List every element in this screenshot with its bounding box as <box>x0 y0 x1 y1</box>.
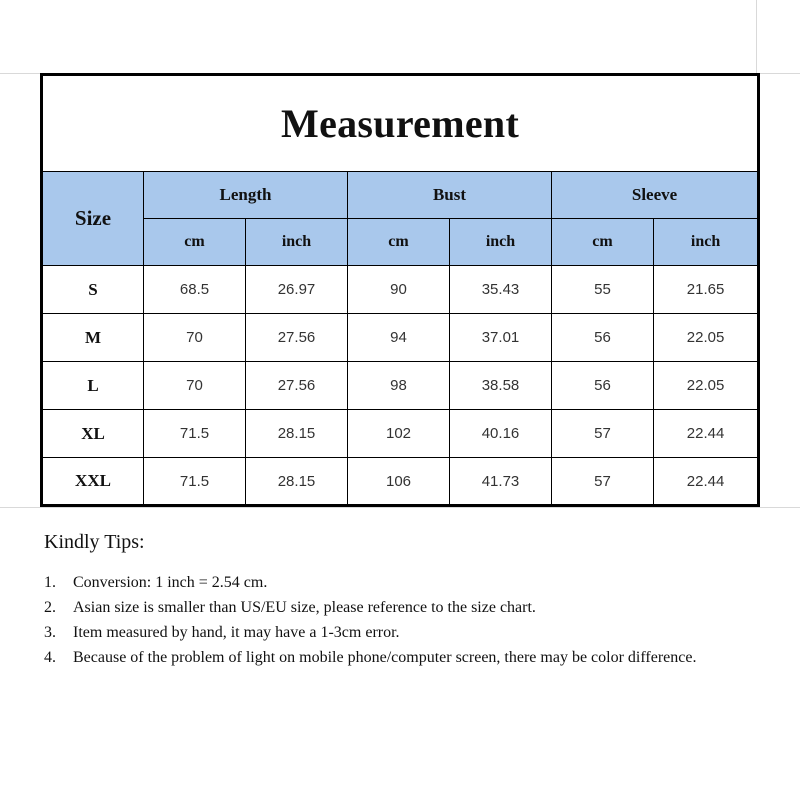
kindly-tips-section <box>44 531 764 670</box>
unit-header-row <box>42 219 759 266</box>
bust-inch-cell: 40.16 <box>450 410 552 458</box>
length-inch-cell: 28.15 <box>246 458 348 506</box>
length-inch-cell: 26.97 <box>246 266 348 314</box>
tip-text: Because of the problem of light on mobile phone/computer screen, there may be color difference. <box>73 649 697 666</box>
tip-text: Asian size is smaller than US/EU size, please reference to the size chart. <box>73 599 536 616</box>
sleeve-cm-cell: 57 <box>552 410 654 458</box>
length-cm-cell: 68.5 <box>144 266 246 314</box>
bust-cm-header: cm <box>348 219 450 266</box>
tip-number: 1. <box>44 574 56 591</box>
size-label: XXL <box>42 458 144 506</box>
size-chart-table <box>40 73 760 507</box>
sleeve-inch-cell: 21.65 <box>654 266 759 314</box>
length-cm-header: cm <box>144 219 246 266</box>
sleeve-cm-cell: 56 <box>552 314 654 362</box>
tip-number: 2. <box>44 599 56 616</box>
tip-number: 3. <box>44 624 56 641</box>
bust-header: Bust <box>348 172 552 219</box>
tip-text: Item measured by hand, it may have a 1-3cm error. <box>73 624 400 641</box>
length-inch-header: inch <box>246 219 348 266</box>
table-row <box>42 266 759 314</box>
title-row <box>42 75 759 172</box>
sleeve-cm-header: cm <box>552 219 654 266</box>
length-header: Length <box>144 172 348 219</box>
sleeve-cm-cell: 57 <box>552 458 654 506</box>
table-row <box>42 458 759 506</box>
bust-inch-header: inch <box>450 219 552 266</box>
length-inch-cell: 27.56 <box>246 314 348 362</box>
size-label: S <box>42 266 144 314</box>
size-label: XL <box>42 410 144 458</box>
size-header: Size <box>42 172 144 266</box>
length-cm-cell: 71.5 <box>144 458 246 506</box>
length-inch-cell: 27.56 <box>246 362 348 410</box>
bust-inch-cell: 37.01 <box>450 314 552 362</box>
tip-item <box>44 570 764 595</box>
length-cm-cell: 71.5 <box>144 410 246 458</box>
table-row <box>42 314 759 362</box>
length-cm-cell: 70 <box>144 362 246 410</box>
sleeve-inch-header: inch <box>654 219 759 266</box>
bust-cm-cell: 106 <box>348 458 450 506</box>
tip-number: 4. <box>44 649 56 666</box>
bust-cm-cell: 90 <box>348 266 450 314</box>
bust-inch-cell: 38.58 <box>450 362 552 410</box>
sleeve-cm-cell: 55 <box>552 266 654 314</box>
guide-line-right <box>756 0 757 73</box>
sleeve-header: Sleeve <box>552 172 759 219</box>
bust-cm-cell: 102 <box>348 410 450 458</box>
length-inch-cell: 28.15 <box>246 410 348 458</box>
tip-item <box>44 595 764 620</box>
bust-cm-cell: 94 <box>348 314 450 362</box>
tips-list <box>44 570 764 670</box>
bust-inch-cell: 35.43 <box>450 266 552 314</box>
bust-cm-cell: 98 <box>348 362 450 410</box>
tip-text: Conversion: 1 inch = 2.54 cm. <box>73 574 268 591</box>
group-header-row <box>42 172 759 219</box>
length-cm-cell: 70 <box>144 314 246 362</box>
sleeve-inch-cell: 22.44 <box>654 410 759 458</box>
sleeve-inch-cell: 22.05 <box>654 314 759 362</box>
size-label: M <box>42 314 144 362</box>
guide-line-bottom <box>0 507 800 508</box>
size-label: L <box>42 362 144 410</box>
sleeve-inch-cell: 22.44 <box>654 458 759 506</box>
tips-title: Kindly Tips: <box>44 531 145 553</box>
table-row <box>42 362 759 410</box>
table-row <box>42 410 759 458</box>
sleeve-cm-cell: 56 <box>552 362 654 410</box>
table-title: Measurement <box>42 75 759 172</box>
tip-item <box>44 620 764 645</box>
bust-inch-cell: 41.73 <box>450 458 552 506</box>
sleeve-inch-cell: 22.05 <box>654 362 759 410</box>
tip-item <box>44 645 764 670</box>
